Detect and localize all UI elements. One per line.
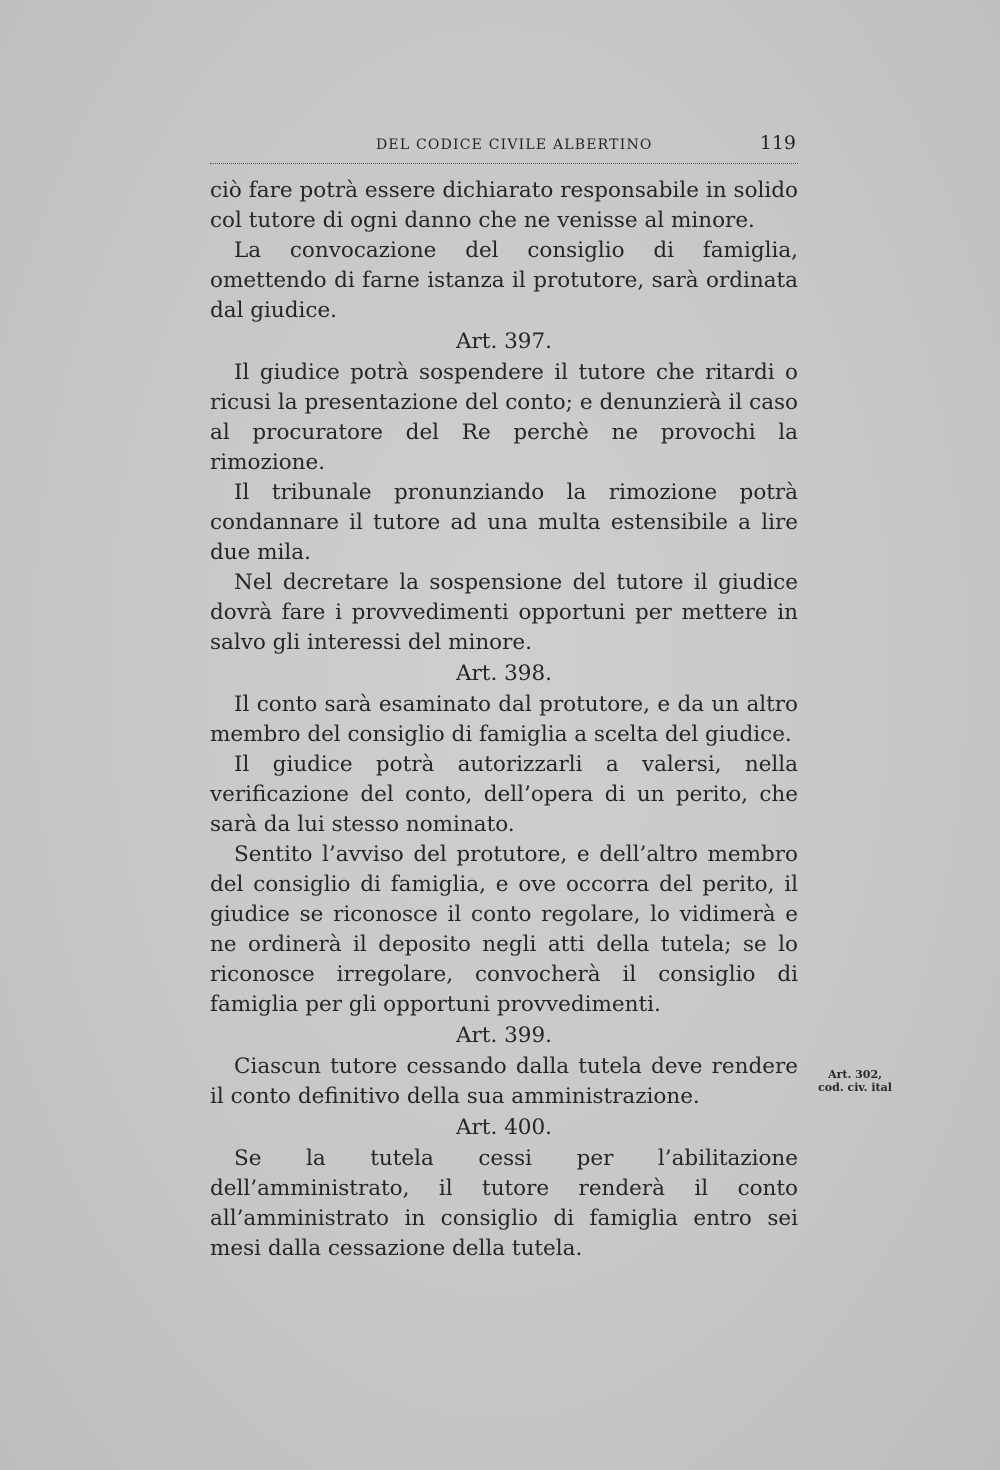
- page-header: [210, 132, 800, 162]
- paragraph: Il conto sarà esaminato dal protutore, e da un altro membro del consiglio di famiglia a scelta del giudice.: [210, 692, 798, 747]
- paragraph: Il giudice potrà sospendere il tutore che ritardi o ricusi la presentazione del conto; e denunzierà il caso al procuratore del Re perchè ne provochi la rimozione.: [210, 360, 798, 475]
- paragraph: Il tribunale pronunziando la rimozione potrà condannare il tutore ad una multa estensibile a lire due mila.: [210, 480, 798, 565]
- margin-note: [815, 1068, 895, 1094]
- paragraph: Sentito l’avviso del protutore, e dell’altro membro del consiglio di famiglia, e ove occorra del perito, il giudice se riconosce il conto regolare, lo vidimerà e ne ordinerà il deposito negli atti della tutela; se lo riconosce irregolare, convocherà il consiglio di famiglia per gli opportuni provvedimenti.: [210, 842, 798, 1017]
- margin-note-line: Art. 302,: [828, 1068, 882, 1081]
- article-heading: Art. 397.: [456, 329, 552, 354]
- paragraph: Nel decretare la sospensione del tutore il giudice dovrà fare i provvedimenti opportuni per mettere in salvo gli interessi del minore.: [210, 570, 798, 655]
- page-number: 119: [759, 132, 796, 154]
- article-heading: Art. 399.: [456, 1023, 552, 1048]
- article-heading: Art. 400.: [456, 1115, 552, 1140]
- margin-note-line: cod. civ. ital: [818, 1081, 892, 1094]
- article-heading: Art. 398.: [456, 661, 552, 686]
- paragraph: La convocazione del consiglio di famiglia, omettendo di farne istanza il protutore, sarà ordinata dal giudice.: [210, 238, 798, 323]
- paragraph: Il giudice potrà autorizzarli a valersi, nella verificazione del conto, dell’opera di un perito, che sarà da lui stesso nominato.: [210, 752, 798, 837]
- header-rule: [210, 163, 798, 164]
- running-title: DEL CODICE CIVILE ALBERTINO: [376, 137, 653, 153]
- paragraph: ciò fare potrà essere dichiarato responsabile in solido col tutore di ogni danno che ne venisse al minore.: [210, 178, 798, 233]
- body-text: [210, 176, 798, 1264]
- paragraph: Ciascun tutore cessando dalla tutela deve rendere il conto definitivo della sua amministrazione.: [210, 1054, 798, 1109]
- paragraph: Se la tutela cessi per l’abilitazione dell’amministrato, il tutore renderà il conto all’amministrato in consiglio di famiglia entro sei mesi dalla cessazione della tutela.: [210, 1146, 798, 1261]
